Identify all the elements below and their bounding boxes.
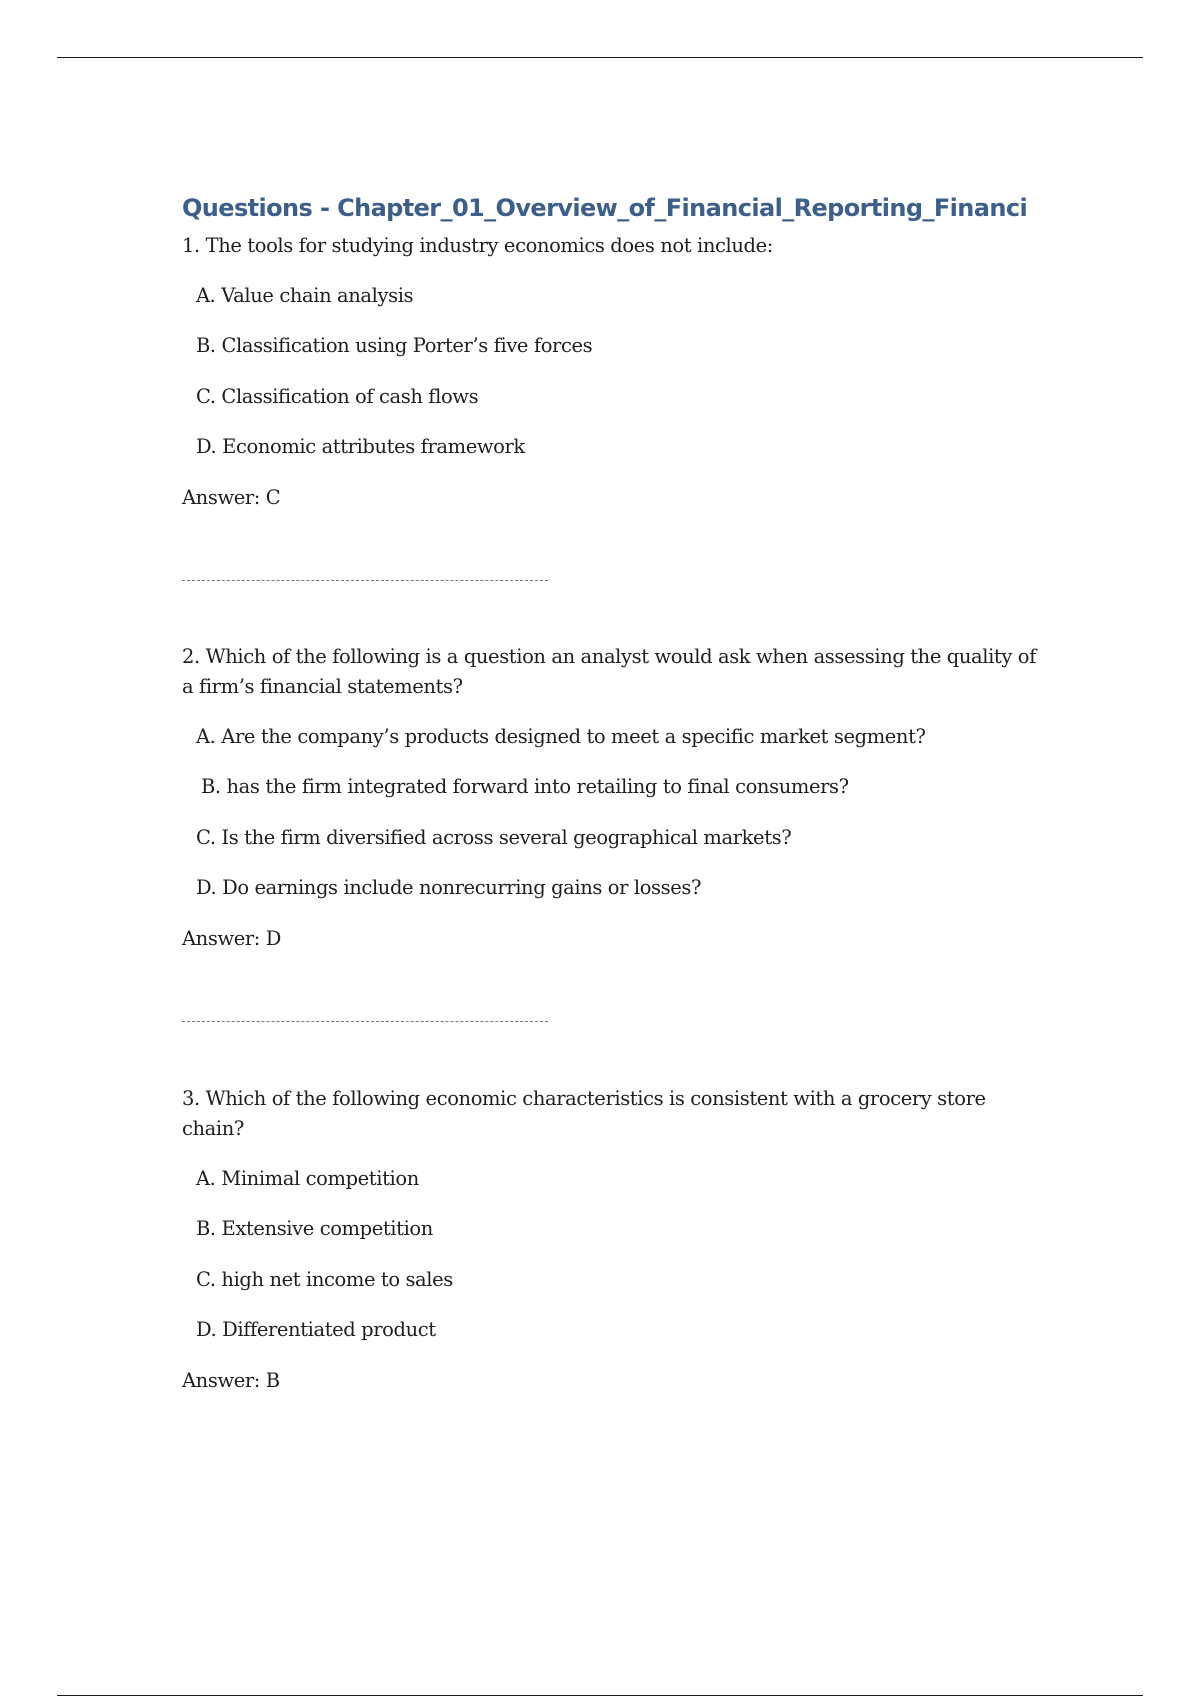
header-rule xyxy=(57,57,1143,58)
answer-text: Answer: C xyxy=(182,486,281,509)
footer-rule xyxy=(57,1695,1143,1696)
question-stem: 3. Which of the following economic characteristics is consistent with a grocery store chain? xyxy=(182,1087,986,1140)
question-3 xyxy=(182,1084,1042,1392)
question-separator xyxy=(182,1021,548,1022)
answer-text: Answer: B xyxy=(182,1369,280,1392)
answer-text: Answer: D xyxy=(182,927,282,950)
option-c: C. Classification of cash flows xyxy=(196,385,479,408)
question-2 xyxy=(182,642,1042,950)
document-title: Questions - Chapter_01_Overview_of_Financial_Reporting_Financi xyxy=(182,194,1028,222)
option-d: D. Differentiated product xyxy=(196,1318,436,1341)
question-stem: 1. The tools for studying industry economics does not include: xyxy=(182,234,773,257)
option-a: A. Minimal competition xyxy=(196,1167,419,1190)
question-stem: 2. Which of the following is a question an analyst would ask when assessing the quality of a firm’s financial statements? xyxy=(182,645,1036,698)
option-c: C. high net income to sales xyxy=(196,1268,453,1291)
question-separator xyxy=(182,580,548,581)
option-d: D. Economic attributes framework xyxy=(196,435,525,458)
option-a: A. Are the company’s products designed to meet a specific market segment? xyxy=(196,725,926,748)
option-c: C. Is the firm diversified across several geographical markets? xyxy=(196,826,792,849)
question-1 xyxy=(182,231,1042,509)
option-b: B. Extensive competition xyxy=(196,1217,433,1240)
option-b: B. has the firm integrated forward into retailing to final consumers? xyxy=(201,775,849,798)
option-a: A. Value chain analysis xyxy=(196,284,414,307)
option-b: B. Classification using Porter’s five forces xyxy=(196,334,593,357)
option-d: D. Do earnings include nonrecurring gains or losses? xyxy=(196,876,702,899)
